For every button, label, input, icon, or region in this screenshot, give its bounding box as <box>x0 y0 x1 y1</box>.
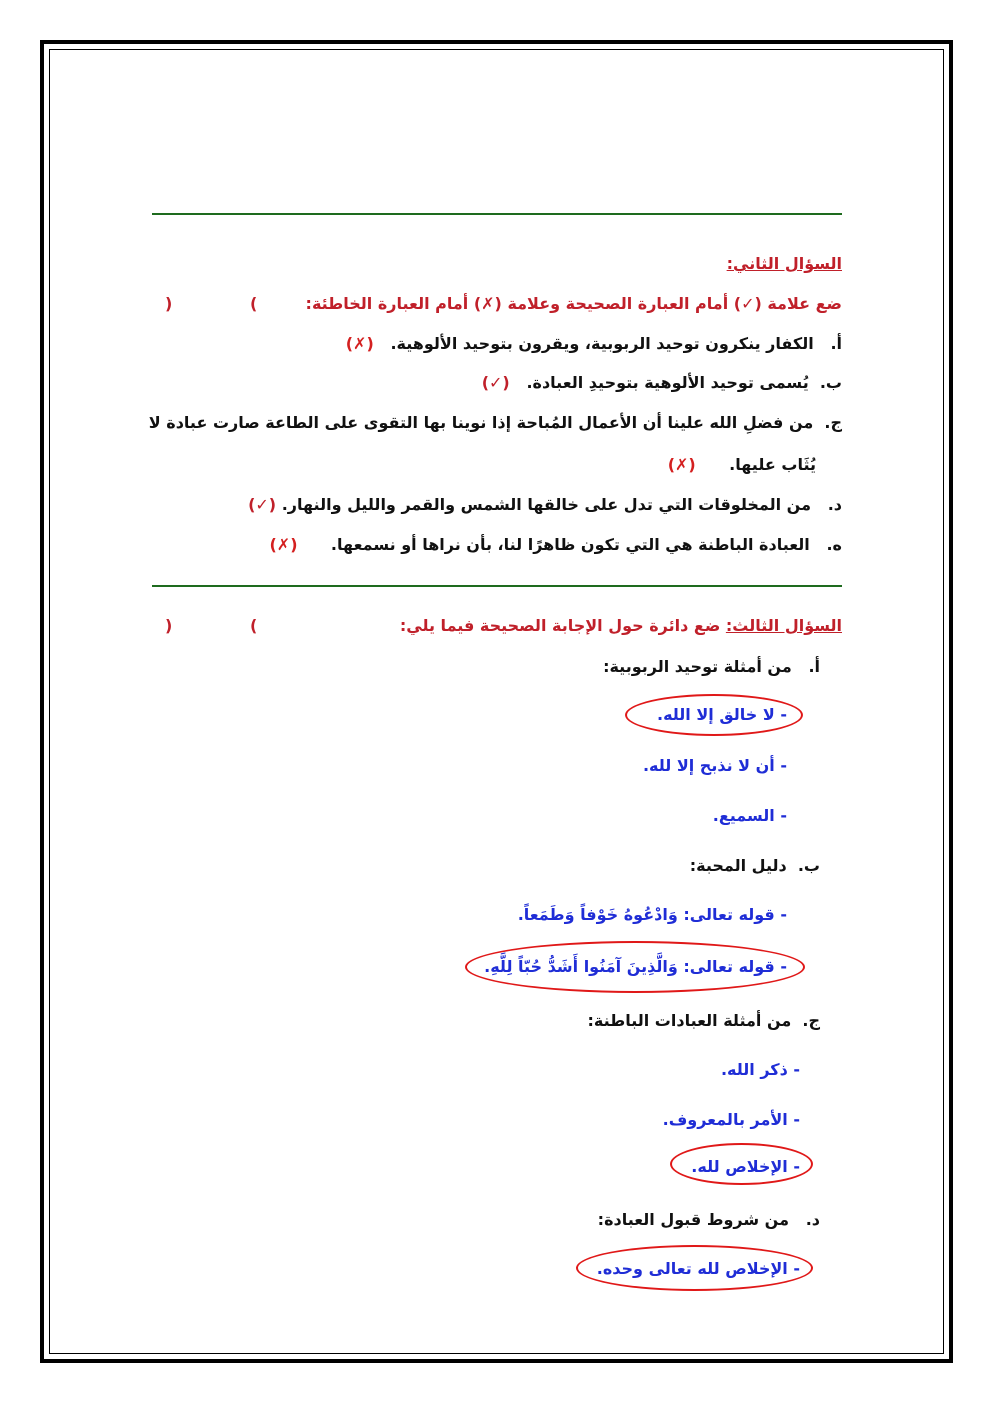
q3-c-option-1[interactable]: - ذكر الله. <box>720 1060 800 1079</box>
divider-middle <box>152 585 842 587</box>
q3-group-a-heading <box>603 657 820 676</box>
q3-instruction: ضع دائرة حول الإجابة الصحيحة فيما يلي: <box>399 616 721 635</box>
q2-item-b <box>482 373 842 392</box>
q2-score-open: ( <box>250 294 258 313</box>
group-letter: أ. <box>808 657 820 676</box>
q3-d-option-1[interactable]: - الإخلاص لله تعالى وحده. <box>596 1259 800 1278</box>
q3-header <box>400 616 842 635</box>
wrong-mark: (✗) <box>667 455 696 474</box>
item-letter: ه. <box>826 535 842 554</box>
item-letter: د. <box>827 495 842 514</box>
q3-score-open: ( <box>250 616 258 635</box>
group-heading: من أمثلة توحيد الربوبية: <box>603 657 792 676</box>
item-letter: ج. <box>824 413 842 432</box>
q3-a-option-1[interactable]: - لا خالق إلا الله. <box>656 705 787 724</box>
group-letter: د. <box>805 1210 820 1229</box>
wrong-mark: (✗) <box>345 334 374 353</box>
q2-item-d <box>248 495 842 514</box>
q3-c-option-2[interactable]: - الأمر بالمعروف. <box>662 1110 800 1129</box>
item-letter: أ. <box>830 334 842 353</box>
q3-group-b-heading <box>690 856 820 875</box>
q3-a-option-2[interactable]: - أن لا نذبح إلا لله. <box>642 756 787 775</box>
q2-item-c-cont <box>668 455 816 474</box>
item-text-continued: يُثَاب عليها. <box>729 455 816 474</box>
q2-item-e <box>269 535 842 554</box>
q3-a-option-3[interactable]: - السميع. <box>712 806 787 825</box>
q2-item-c <box>149 413 842 432</box>
q3-score-close: ) <box>165 616 173 635</box>
q2-score-close: ) <box>165 294 173 313</box>
item-text: من المخلوقات التي تدل على خالقها الشمس والقمر والليل والنهار. <box>281 495 811 514</box>
q3-c-option-3[interactable]: - الإخلاص لله. <box>691 1157 800 1176</box>
group-heading: دليل المحبة: <box>689 856 787 875</box>
group-heading: من شروط قبول العبادة: <box>597 1210 789 1229</box>
correct-mark: (✓) <box>248 495 277 514</box>
item-letter: ب. <box>819 373 842 392</box>
correct-mark: (✓) <box>481 373 510 392</box>
item-text: العبادة الباطنة هي التي تكون ظاهرًا لنا، بأن نراها أو نسمعها. <box>330 535 810 554</box>
group-letter: ج. <box>802 1011 820 1030</box>
group-letter: ب. <box>797 856 820 875</box>
q3-title: السؤال الثالث: <box>725 616 842 635</box>
q3-b-option-2[interactable]: - قوله تعالى: وَالَّذِينَ آمَنُوا أَشَدُّ حُبّاً لِلَّهِ. <box>484 957 787 976</box>
wrong-mark: (✗) <box>269 535 298 554</box>
q2-instruction: ضع علامة (✓) أمام العبارة الصحيحة وعلامة (✗) أمام العبارة الخاطئة: <box>305 294 842 313</box>
item-text: من فضلِ الله علينا أن الأعمال المُباحة إذا نوينا بها التقوى على الطاعة صارت عبادة لا <box>148 413 814 432</box>
q3-group-c-heading <box>588 1011 821 1030</box>
q2-item-a <box>346 334 842 353</box>
group-heading: من أمثلة العبادات الباطنة: <box>587 1011 792 1030</box>
q3-group-d-heading <box>598 1210 820 1229</box>
item-text: يُسمى توحيد الألوهية بتوحيدِ العبادة. <box>526 373 809 392</box>
divider-top <box>152 213 842 215</box>
item-text: الكفار ينكرون توحيد الربوبية، ويقرون بتوحيد الألوهية. <box>390 334 814 353</box>
q3-b-option-1[interactable]: - قوله تعالى: وَادْعُوهُ خَوْفاً وَطَمَعاً. <box>517 905 787 924</box>
q2-title: السؤال الثاني: <box>726 254 842 273</box>
